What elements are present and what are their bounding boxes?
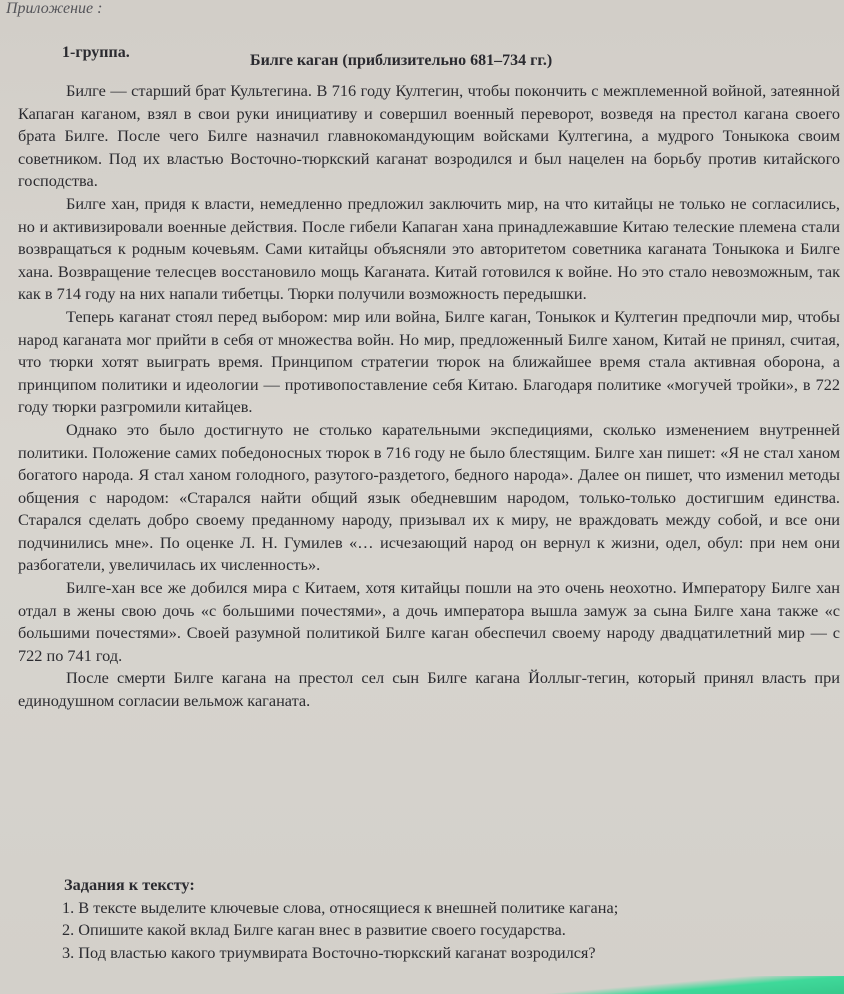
task-item: 1. В тексте выделите ключевые слова, относящиеся к внешней политике кагана; <box>62 897 619 917</box>
paragraph: Билге хан, придя к власти, немедленно предложил заключить мир, на что китайцы не только не согласились, но и активизировали военные действия. После гибели Капаган хана принадлежавшие Китаю телеские племена стали возвращаться к родным кочевьям. Сами китайцы объясняли это авторитетом советника каганата Тоныкока и Билге хана. Возвращение телесцев восстановило мощь Каганата. Китай готовился к войне. Но это стало невозможным, так как в 714 году на них напали тибетцы. Тюрки получили возможность передышки. <box>18 193 840 304</box>
tasks-section <box>18 874 840 964</box>
paragraph: После смерти Билге кагана на престол сел сын Билге кагана Йоллыг-тегин, который принял власть при единодушном согласии вельмож каганата. <box>18 668 840 711</box>
page-edge-decoration <box>544 976 844 994</box>
task-item: 2. Опишите какой вклад Билге каган внес в развитие своего государства. <box>62 920 566 940</box>
paragraph: Билге-хан все же добился мира с Китаем, хотя китайцы пошли на это очень неохотно. Императору Билге хан отдал в жены свою дочь «с большими почестями», а дочь императора вышла замуж за сына Билге хана также «с большими почестями». Своей разумной политикой Билге каган обеспечил своему народу двадцатилетний мир — с 722 по 741 год. <box>18 578 840 665</box>
paragraph: Однако это было достигнуто не столько карательными экспедициями, сколько изменением внутренней политики. Положение самих победоносных тюрок в 716 году не было блестящим. Билге хан пишет: «Я не стал ханом богатого народа. Я стал ханом голодного, разутого-раздетого, бедного народа». Далее он пишет, что изменил методы общения с народом: «Старался найти общий язык обедневшим народом, только-только достигшим единства. Старался сделать добро своему преданному народу, призывал их к миру, не враждовать между собой, и все они подчинились мне». По оценке Л. Н. Гумилев «… исчезающий народ он вернул к жизни, одел, обул: при нем они разбогатели, увеличилась их численность». <box>18 419 840 575</box>
tasks-heading: Задания к тексту: <box>64 875 195 894</box>
appendix-label: Приложение : <box>6 0 103 17</box>
tasks-list <box>18 897 840 965</box>
paragraph: Билге — старший брат Культегина. В 716 году Култегин, чтобы покончить с межплеменной войной, затеянной Капаган каганом, взял в свои руки инициативу и совершил военный переворот, возведя на престол кагана своего брата Билге. После чего Билге назначил главнокомандующим войсками Култегина, а мудрого Тоныкока своим советником. Под их властью Восточно-тюркский каганат возродился и был нацелен на борьбу против китайского господства. <box>18 81 840 191</box>
paragraph: Теперь каганат стоял перед выбором: мир или война, Билге каган, Тоныкок и Култегин предпочли мир, чтобы народ каганата мог прийти в себя от множества войн. Но мир, предложенный Билге ханом, Китай не принял, считая, что тюрки хотят выиграть время. Принципом стратегии тюрок на ближайшее время стала активная оборона, а принципом политики и идеологии — противопоставление себя Китаю. Благодаря политике «могучей тройки», в 722 году тюрки разгромили китайцев. <box>18 306 840 417</box>
group-label: 1-группа. <box>62 44 130 61</box>
document-title: Билге каган (приблизительно 681–734 гг.) <box>250 52 553 69</box>
task-item: 3. Под властью какого триумвирата Восточно-тюркский каганат возродился? <box>62 942 596 962</box>
document-body <box>18 80 840 713</box>
